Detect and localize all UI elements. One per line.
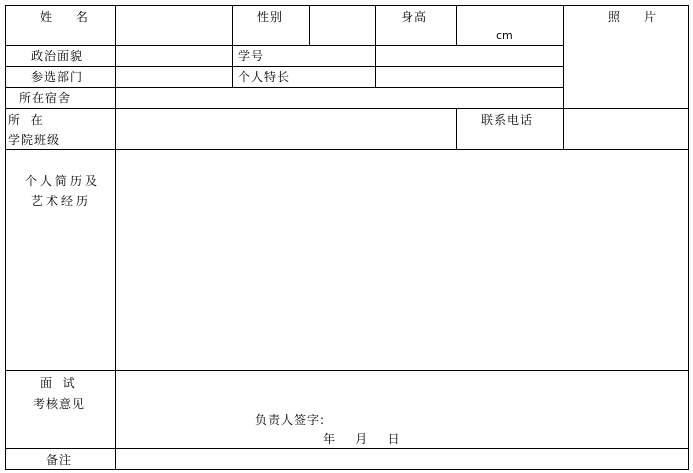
remark-label: 备注 — [46, 453, 73, 467]
dorm-label: 所在宿舍 — [19, 91, 72, 105]
phone-label: 联系电话 — [481, 113, 534, 127]
department-label: 参选部门 — [31, 70, 84, 84]
department-input-cell[interactable] — [116, 67, 232, 87]
signature-label: 负责人签字: — [255, 413, 326, 427]
column-divider — [232, 5, 233, 87]
interview-input-area[interactable] — [116, 371, 688, 448]
remark-input-cell[interactable] — [116, 449, 688, 469]
name-label: 姓 名 — [40, 10, 98, 24]
specialty-label: 个人特长 — [238, 70, 291, 84]
resume-label-line2: 艺术经历 — [31, 194, 92, 208]
interview-label-line1: 面 试 — [40, 376, 76, 390]
student-id-label: 学号 — [238, 49, 265, 63]
dorm-input-cell[interactable] — [116, 88, 563, 108]
date-label: 年 月 日 — [323, 432, 401, 446]
phone-input-cell[interactable] — [564, 109, 688, 149]
table-border-left — [5, 5, 6, 470]
college-input-cell[interactable] — [116, 109, 456, 149]
gender-input-cell[interactable] — [310, 6, 375, 45]
column-divider — [456, 108, 457, 149]
gender-label: 性别 — [257, 10, 284, 24]
interview-label-line2: 考核意见 — [33, 397, 86, 411]
photo-label: 照 片 — [608, 10, 666, 24]
student-id-input-cell[interactable] — [376, 46, 563, 66]
college-label-line2: 学院班级 — [8, 133, 61, 147]
college-label-line1: 所 在 — [8, 113, 44, 127]
name-input-cell[interactable] — [116, 6, 232, 45]
resume-label-line1: 个人简历及 — [25, 174, 101, 188]
table-border-right — [688, 5, 689, 470]
height-unit: cm — [496, 29, 513, 42]
photo-area[interactable] — [564, 30, 688, 108]
table-border-bottom — [5, 469, 688, 470]
height-label: 身高 — [401, 10, 428, 24]
political-input-cell[interactable] — [116, 46, 232, 66]
resume-input-area[interactable] — [116, 150, 688, 370]
political-label: 政治面貌 — [31, 49, 84, 63]
specialty-input-cell[interactable] — [376, 67, 563, 87]
